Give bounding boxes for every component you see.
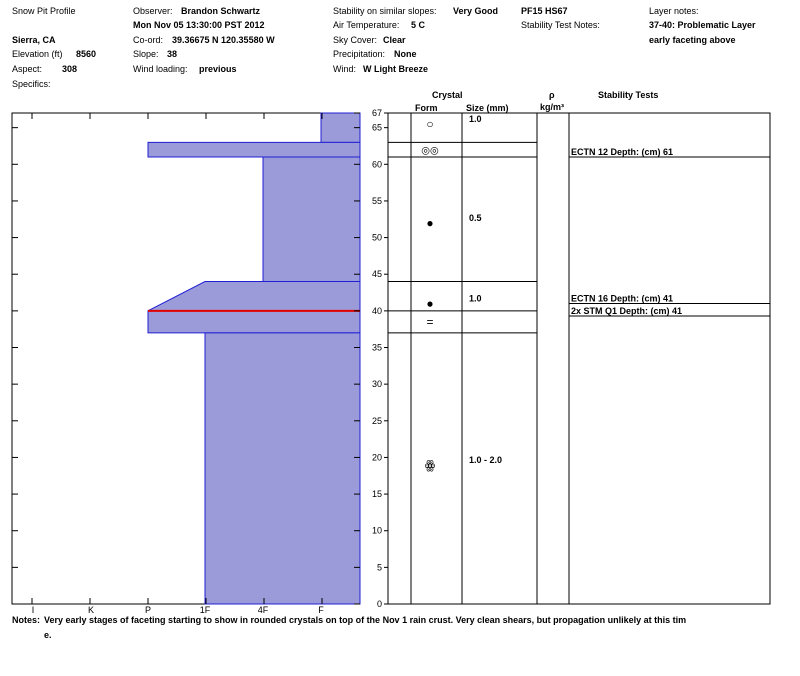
hardness-layer-5 <box>148 311 360 333</box>
crystal-table-frame <box>388 113 770 604</box>
y-tick-label: 65 <box>371 122 382 133</box>
stability-test-label: ECTN 16 Depth: (cm) 41 <box>571 293 674 304</box>
aspect-label: Aspect: <box>12 64 43 74</box>
y-tick-label: 20 <box>371 452 382 463</box>
x-tick-label: P <box>144 605 152 615</box>
wind-value: W Light Breeze <box>363 64 429 74</box>
crystal-size: 0.5 <box>469 212 482 223</box>
x-tick-label: F <box>318 605 324 615</box>
stability-test-label: ECTN 12 Depth: (cm) 61 <box>571 146 674 157</box>
coord-value: 39.36675 N 120.35580 W <box>172 35 275 45</box>
crystal-size: 1.0 <box>469 293 482 304</box>
wind-label: Wind: <box>333 64 357 74</box>
density-unit: kg/m³ <box>540 102 565 112</box>
x-tick-label: I <box>31 605 35 615</box>
y-tick-label: 15 <box>371 489 382 500</box>
elevation-label: Elevation (ft) <box>12 49 63 59</box>
observer-label: Observer: <box>133 6 173 16</box>
dot-icon: ● <box>426 296 434 311</box>
x-tick-label: 1F <box>199 605 211 615</box>
air-temp-value: 5 C <box>411 20 426 30</box>
observer-value: Brandon Schwartz <box>181 6 261 16</box>
dot-icon: ● <box>426 215 434 230</box>
hardness-layer-2 <box>148 142 360 157</box>
hardness-layer-6 <box>205 333 360 604</box>
clustered-grain-icon: ꙮ <box>424 457 436 472</box>
sky-cover-value: Clear <box>383 35 406 45</box>
layer-note-2: early faceting above <box>649 35 736 45</box>
stability-label: Stability on similar slopes: <box>333 6 437 16</box>
density-symbol: ρ <box>549 90 555 100</box>
x-tick-label: 4F <box>257 605 269 615</box>
slope-label: Slope: <box>133 49 159 59</box>
location: Sierra, CA <box>12 35 56 45</box>
y-tick-label: 45 <box>371 269 382 280</box>
aspect-value: 308 <box>62 64 78 74</box>
y-tick-label: 25 <box>371 415 382 426</box>
rounded-grain-icon: ○ <box>426 116 434 131</box>
y-tick-label: 40 <box>371 305 382 316</box>
y-tick-label: 5 <box>376 562 382 573</box>
y-tick-label: 60 <box>371 159 382 170</box>
equals-icon: = <box>426 314 434 329</box>
stability-tests-header: Stability Tests <box>598 90 659 100</box>
precip-label: Precipitation: <box>333 49 386 59</box>
y-tick-label: 35 <box>371 342 382 353</box>
crystal-size: 1.0 - 2.0 <box>469 454 503 465</box>
y-tick-label: 0 <box>376 599 382 609</box>
y-tick-label: 55 <box>371 195 382 206</box>
melt-freeze-crust-icon: ◎◎ <box>421 145 439 157</box>
notes-line-2: e. <box>44 630 52 640</box>
y-tick-label: 10 <box>371 525 382 536</box>
stability-test-notes-label: Stability Test Notes: <box>521 20 600 30</box>
stability-value: Very Good <box>453 6 499 16</box>
form-column-header: Form <box>415 103 438 113</box>
precip-value: None <box>394 49 417 59</box>
elevation-value: 8560 <box>76 49 97 59</box>
layer-notes-label: Layer notes: <box>649 6 699 16</box>
specifics-label: Specifics: <box>12 79 51 89</box>
size-column-header: Size (mm) <box>466 103 509 113</box>
layer-note-1: 37-40: Problematic Layer <box>649 20 756 30</box>
stability-test-label: 2x STM Q1 Depth: (cm) 41 <box>571 305 683 316</box>
observation-datetime: Mon Nov 05 13:30:00 PST 2012 <box>133 20 265 30</box>
notes-line-1: Very early stages of faceting starting to show in rounded crystals on top of the Nov 1 rain crust. Very clean shears, but propagation unlikely at this tim <box>44 615 687 625</box>
crystal-size: 1.0 <box>469 113 482 124</box>
slope-value: 38 <box>167 49 178 59</box>
y-tick-label: 30 <box>371 379 382 390</box>
crystal-column-header: Crystal <box>432 90 463 100</box>
sky-cover-label: Sky Cover: <box>333 35 378 45</box>
wind-loading-value: previous <box>199 64 237 74</box>
profile-title: Snow Pit Profile <box>12 6 76 16</box>
y-tick-label: 67 <box>371 108 382 118</box>
coord-label: Co-ord: <box>133 35 164 45</box>
y-tick-label: 50 <box>371 232 382 243</box>
hardness-layer-3 <box>263 157 360 282</box>
pit-code: PF15 HS67 <box>521 6 568 16</box>
wind-loading-label: Wind loading: <box>133 64 188 74</box>
air-temp-label: Air Temperature: <box>333 20 400 30</box>
x-tick-label: K <box>87 605 95 615</box>
notes-label: Notes: <box>12 615 41 625</box>
